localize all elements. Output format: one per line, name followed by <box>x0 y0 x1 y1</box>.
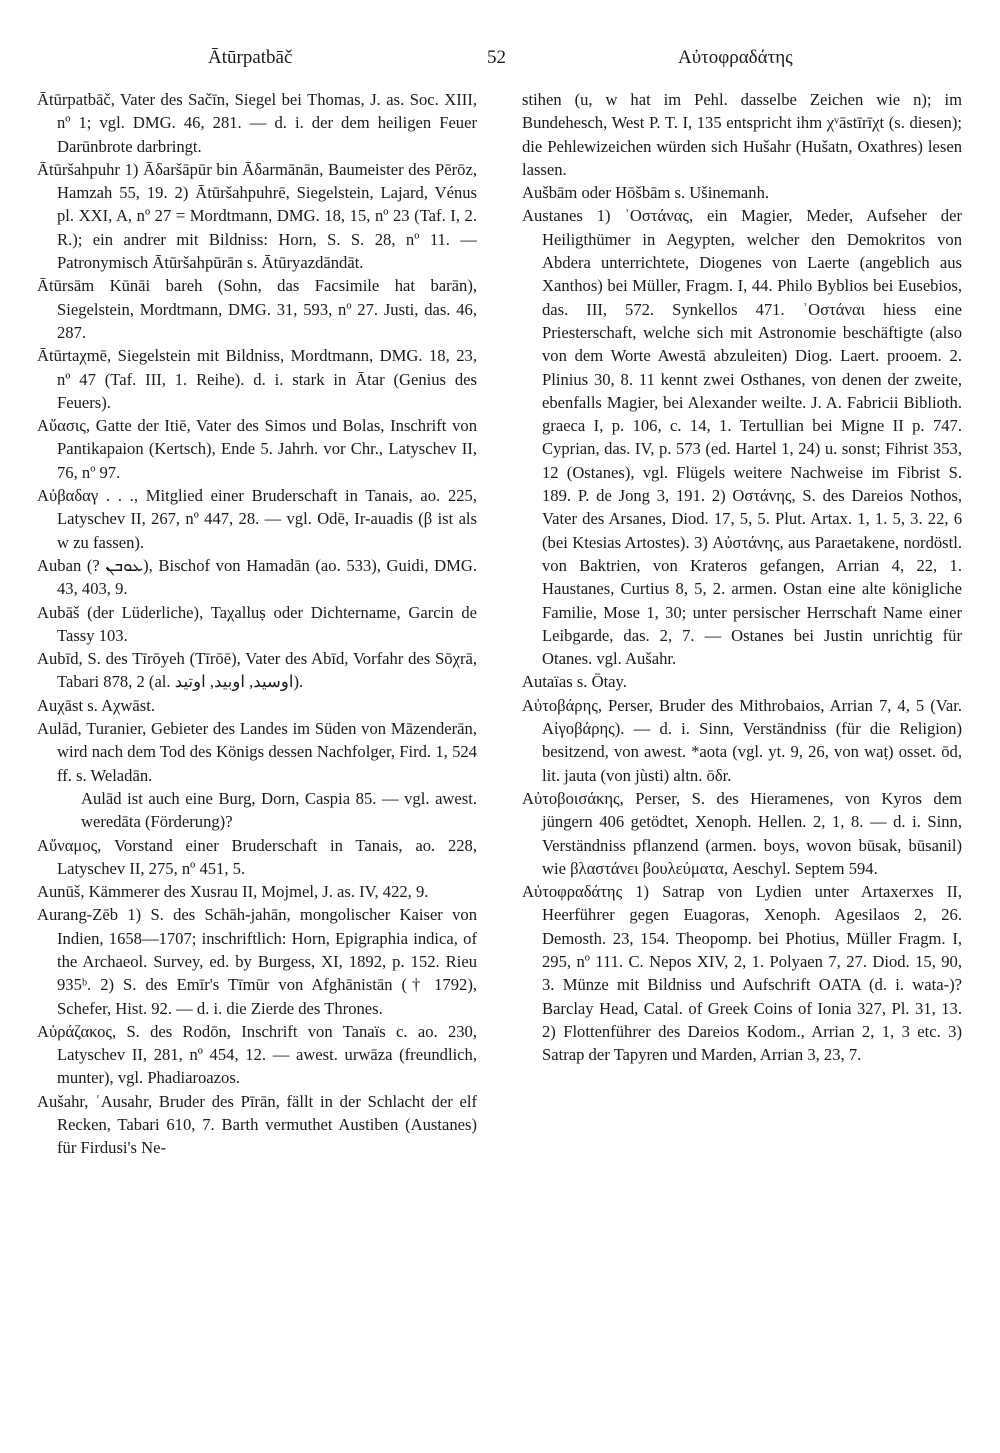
entry-aulad-note: Aulād ist auch eine Burg, Dorn, Caspia 85. — vgl. awest. weredāta (Förderung)? <box>81 788 477 832</box>
running-header-left: Ātūrpatbāč <box>208 47 293 68</box>
entry-atursahpuhr: Ātūršahpuhr 1) Āδaršāpūr bin Āδarmānān, Baumeister des Pērōz, Hamzah 55, 19. 2) Ātūršahpuhrē, Siegelstein, Lajard, Vénus pl. XXI, A, nº 27 = Mordtmann, DMG. 18, 15, nº 23 (Taf. I, 2. R.); ein andrer mit Bildniss: Horn, S. S. 28, nº 11. — Patronymisch Ātūršahpūrān s. Ātūryazdāndāt. <box>37 159 477 273</box>
entry-autoboisakes: Αὐτοβοισάκης, Perser, S. des Hieramenes, von Kyros dem jüngern 406 getödtet, Xenoph. Hellen. 2, 1, 8. — d. i. Sinn, Verständniss pflanzend (armen. boys, wovon būsak, būsanil) wie βλαστάνει βουλεύματα, Aeschyl. Septem 594. <box>522 788 962 878</box>
entry-auasis: Αὔασις, Gatte der Itiē, Vater des Simos und Bolas, Inschrift von Pantikapaion (Kertsch), Ende 5. Jahrh. vor Chr., Latyschev II, 76, nº 97. <box>37 416 477 482</box>
entry-aunus: Aunūš, Kämmerer des Xusrau II, Mojmel, J. as. IV, 422, 9. <box>37 882 429 902</box>
entry-ausahr-continued: stihen (u, w hat im Pehl. dasselbe Zeichen wie n); im Bundehesch, West P. T. I, 135 entspricht ihm χᵛāstīrīχt (s. diesen); die Pehlewizeichen würden sich Hušahr (Hušatn, Oxathres) lesen lassen. <box>522 90 962 179</box>
entry-aturpatbac: Ātūrpatbāč, Vater des Sačīn, Siegel bei Thomas, J. as. Soc. XIII, nº 1; vgl. DMG. 46, 281. — d. i. der dem heiligen Feuer Darūnbrote darbringt. <box>37 90 477 156</box>
entry-ausbam: Aušbām oder Hōšbām s. Ušinemanh. <box>522 183 770 203</box>
page-number: 52 <box>487 47 506 68</box>
left-column <box>37 88 477 1160</box>
entry-auban: Auban (? ܥܘܒܢ), Bischof von Hamadān (ao. 533), Guidi, DMG. 43, 403, 9. <box>37 555 477 599</box>
entry-aulad: Aulād, Turanier, Gebieter des Landes im Süden von Māzenderān, wird nach dem Tod des Königs dessen Nachfolger, Fird. 1, 524 ff. s. Weladān. <box>37 719 477 785</box>
entry-auxast: Auχāst s. Aχwāst. <box>37 695 155 715</box>
entry-aurang-zeb: Aurang-Zēb 1) S. des Schāh-jahān, mongolischer Kaiser von Indien, 1658—1707; inschriftlich: Horn, Epigraphia indica, of the Archaeol. Survey, ed. by Burgess, XI, 1892, p. 152. Rieu 935ᵇ. 2) S. des Emīr's Tīmūr von Afghānistān († 1792), Schefer, Hist. 92. — d. i. die Zierde des Thrones. <box>37 905 477 1018</box>
entry-aurazakos: Αὐράζακος, S. des Rodōn, Inschrift von Tanaïs c. ao. 230, Latyschev II, 281, nº 454, 12. — awest. urwāza (freundlich, munter), vgl. Phadiaroazos. <box>37 1021 477 1088</box>
entry-autobares: Αὐτοβάρης, Perser, Bruder des Mithrobaios, Arrian 7, 4, 5 (Var. Αἰγοβάρης). — d. i. Sinn, Verständniss (für die Religion) besitzend, von awest. *aota (vgl. yt. 9, 26, von waṭ) osset. ōd, lit. jauta (von jùsti) altn. ōδr. <box>522 695 962 785</box>
entry-aturtaxme: Ātūrtaχmē, Siegelstein mit Bildniss, Mordtmann, DMG. 18, 23, nº 47 (Taf. III, 1. Reihe). d. i. stark in Ātar (Genius des Feuers). <box>37 346 477 412</box>
entry-aubid: Aubīd, S. des Tīrōyeh (Tīrōē), Vater des Abīd, Vorfahr des Sōχrā, Tabari 878, 2 (al. اوسيد, اوبيد, اوتيد). <box>37 649 477 692</box>
entry-aubadag: Αὐβαδαγ . . ., Mitglied einer Bruderschaft in Tanais, ao. 225, Latyschev II, 267, nº 447, 28. — vgl. Odē, Ir-auadis (β ist als w zu fassen). <box>37 486 477 552</box>
right-column <box>522 88 962 1066</box>
entry-ausahr: Aušahr, ʿAusahr, Bruder des Pīrān, fällt in der Schlacht der elf Recken, Tabari 610, 7. Barth vermuthet Austiben (Austanes) für Firdusi's Ne- <box>37 1091 477 1158</box>
entry-aubas: Aubāš (der Lüderliche), Taχalluṣ oder Dichtername, Garcin de Tassy 103. <box>37 602 477 645</box>
entry-aunamos: Αὔναμος, Vorstand einer Bruderschaft in Tanais, ao. 228, Latyschev II, 275, nº 451, 5. <box>37 835 477 878</box>
entry-autaias: Autaïas s. Ōtay. <box>522 672 627 692</box>
entry-austanes: Austanes 1) ʾΟστάνας, ein Magier, Meder, Aufseher der Heiligthümer in Aegypten, welcher den Demokritos von Abdera unterrichtete, Diogenes von Laerte (angeblich aus Xanthos) bei Müller, Fragm. I, 44. Philo Byblios bei Eusebios, das. III, 572. Synkellos 471. ʾΟστάναι hiess eine Priesterschaft, welche sich mit Astronomie beschäftigte (also von dem Worte Awestā abzuleiten) Diog. Laert. prooem. 2. Plinius 30, 8. 11 kennt zwei Osthanes, von denen der zweite, ebenfalls Magier, bei Alexander weilte. J. A. Fabricii Biblioth. graeca I, p. 106, c. 14, 1. Tertullian bei Migne II p. 747. Cyprian, das. IV, p. 573 (ed. Hartel 1, 24) u. sonst; Fihrist 353, 12 (Ostanes), vgl. Flügels weitere Nachweise im Fibrist S. 189. P. de Jong 3, 191. 2) Οστάνης, S. des Dareios Nothos, Vater des Arsanes, Diod. 17, 5, 5. Plut. Artax. 1, 1. 5, 3. 22, 6 (bei Ktesias Artostes). 3) Αὐστάνης, aus Paraetakene, nordöstl. von Baktrien, von Krateros gefangen, Arrian 4, 22, 1. Haustanes, Curtius 8, 5, 2. armen. Ostan eine alte königliche Familie, Mose 1, 30; unter persischer Herrschaft Name einer Leibgarde, das. 2, 7. — Ostanes bei Justin unrichtig für Otanes. vgl. Aušahr. <box>522 206 962 669</box>
running-header-right: Αὐτοφραδάτης <box>678 47 793 68</box>
entry-autophradates: Αὐτοφραδάτης 1) Satrap von Lydien unter Artaxerxes II, Heerführer gegen Euagoras, Xenoph. Agesilaos 2, 26. Demosth. 23, 154. Theopomp. bei Photius, Müller Fragm. I, 295, nº 111. C. Nepos XIV, 2, 1. Polyaen 7, 27. Diod. 15, 90, 3. Münze mit Bildniss und Aufschrift OATA (d. i. wata-)? Barclay Head, Catal. of Greek Coins of Ionia 327, Pl. 31, 13. 2) Flottenführer des Dareios Kodom., Arrian 2, 1, 3 etc. 3) Satrap der Tapyren und Marden, Arrian 3, 23, 7. <box>522 882 962 1065</box>
entry-atursam: Ātūrsām Kūnāi bareh (Sohn, das Facsimile hat barān), Siegelstein, Mordtmann, DMG. 31, 593, nº 27. Justi, das. 46, 287. <box>37 276 477 342</box>
